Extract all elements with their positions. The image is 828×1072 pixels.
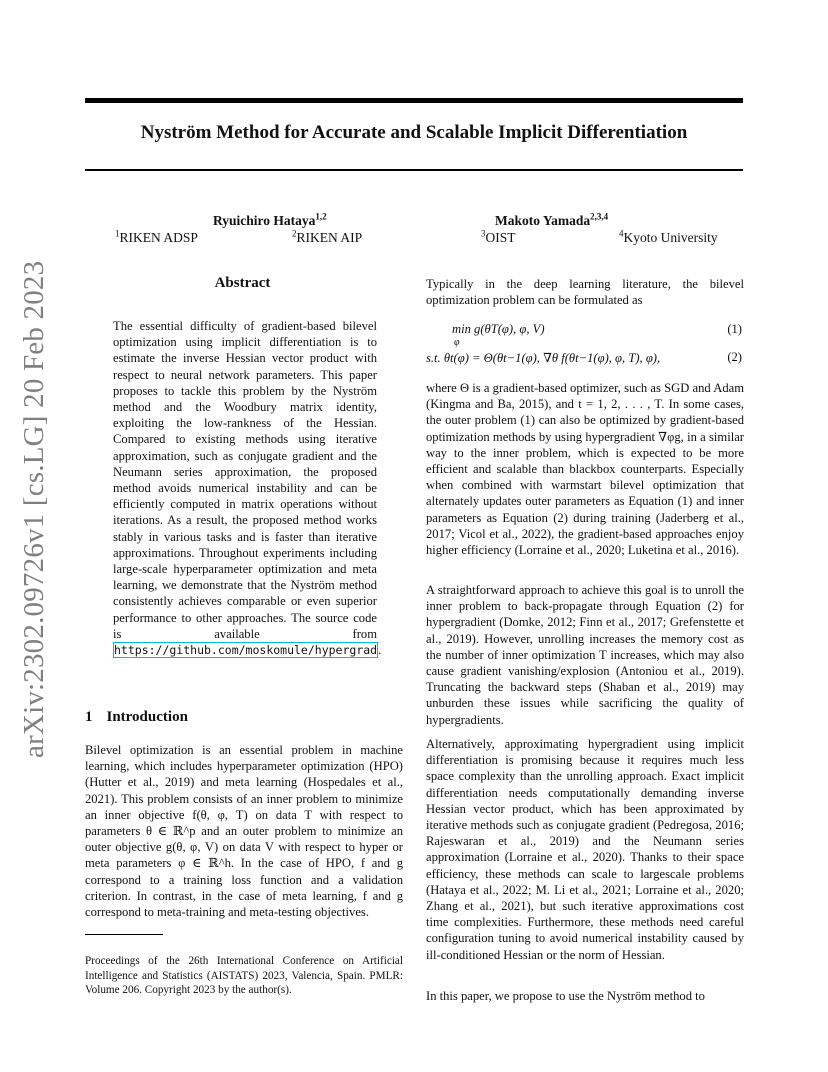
equation-1-body: min g(θT(φ), φ, V) bbox=[452, 322, 545, 336]
equation-1-number: (1) bbox=[727, 322, 742, 336]
source-code-link[interactable]: https://github.com/moskomule/hypergrad bbox=[114, 643, 378, 658]
section-title: Introduction bbox=[106, 709, 188, 725]
arxiv-identifier: arXiv:2302.09726v1 [cs.LG] 20 Feb 2023 bbox=[18, 260, 50, 758]
right-paragraph-5: In this paper, we propose to use the Nyström method to bbox=[426, 989, 705, 1003]
paper-title: Nyström Method for Accurate and Scalable Implicit Differentiation bbox=[140, 122, 688, 143]
footnote-rule bbox=[85, 934, 163, 935]
right-paragraph-4: Alternatively, approximating hypergradient using implicit differentiation is promising because it requires much less space complexity than the unrolling approach. Exact implicit differentiation needs computationally demanding inverse Hessian vector product, which has been approximated by iterative methods such as conjugate gradient (Pedregosa, 2016; Rajeswaran et al., 2019) and the Neumann series approximation (Lorraine et al., 2020). Thanks to their space efficiency, these methods can scale to largescale problems (Hataya et al., 2022; M. Li et al., 2021; Lorraine et al., 2020; Zhang et al., 2021), but such iterative approximations cost time complexities. Furthermore, these methods need careful configuration tuning to avoid numerical instability caused by ill-conditioned Hessian or the norm of Hessian. bbox=[426, 737, 744, 962]
author-2: Makoto Yamada$^{2,3,4}$ bbox=[495, 211, 609, 228]
section-number: 1 bbox=[85, 709, 93, 725]
equation-1-subscript: φ bbox=[454, 337, 460, 348]
title-bottom-rule bbox=[85, 169, 743, 171]
affiliation-1: $^1$RIKEN ADSP bbox=[115, 228, 198, 245]
abstract-end: . bbox=[378, 643, 382, 658]
abstract-body bbox=[113, 318, 382, 658]
introduction-paragraph: Bilevel optimization is an essential problem in machine learning, which includes hyperparameter optimization (HPO) (Hutter et al., 2019) and meta learning (Hospedales et al., 2021). This problem consists of an inner problem to minimize an inner objective f(θ, φ, T) on data T with respect to parameters θ ∈ ℝ^p and an outer problem to minimize an outer objective g(θ, φ, V) on data V with respect to hyper or meta parameters φ ∈ ℝ^h. In the case of HPO, f and g correspond to a training loss function and a validation criterion. In contrast, in the case of meta learning, f and g correspond to meta-training and meta-testing objectives. bbox=[85, 743, 403, 920]
right-paragraph-2: where Θ is a gradient-based optimizer, such as SGD and Adam (Kingma and Ba, 2015), and t = 1, 2, . . . , T. In some cases, the outer problem (1) can also be optimized by gradient-based optimization methods by using hypergradient ∇φg, in a similar way to the inner problem, which is expected to be more efficient and scalable than blackbox counterparts. Especially when combined with warmstart bilevel optimization that alternately updates outer parameters as Equation (1) and inner parameters as Equation (2) during training (Jaderberg et al., 2017; Vicol et al., 2022), the gradient-based approaches enjoy higher efficiency (Lorraine et al., 2020; Luketina et al., 2016). bbox=[426, 381, 744, 558]
equation-2-number: (2) bbox=[727, 350, 742, 364]
equation-2: s.t. θt(φ) = Θ(θt−1(φ), ∇θ f(θt−1(φ), φ, T), φ), bbox=[426, 351, 661, 365]
equation-1 bbox=[452, 322, 545, 348]
abstract-heading: Abstract bbox=[214, 275, 271, 291]
right-paragraph-1: Typically in the deep learning literature, the bilevel optimization problem can be formulated as bbox=[426, 277, 744, 308]
right-paragraph-3: A straightforward approach to achieve this goal is to unroll the inner problem to back-propagate through Equation (2) for hypergradient (Domke, 2012; Finn et al., 2017; Grefenstette et al., 2019). However, unrolling increases the memory cost as the number of inner optimization T increases, which may also cause gradient vanishing/explosion (Antoniou et al., 2019). Truncating the backward steps (Shaban et al., 2019) may unburden these issues while sacrificing the quality of hypergradients. bbox=[426, 583, 744, 727]
footnote-proceedings: Proceedings of the 26th International Conference on Artificial Intelligence and Statistics (AISTATS) 2023, Valencia, Spain. PMLR: Volume 206. Copyright 2023 by the author(s). bbox=[85, 955, 403, 996]
author-1: Ryuichiro Hataya$^{1,2}$ bbox=[213, 211, 327, 228]
affiliation-4: $^4$Kyoto University bbox=[619, 228, 718, 245]
affiliation-2: $^2$RIKEN AIP bbox=[292, 228, 363, 245]
affiliation-3: $^3$OIST bbox=[481, 228, 516, 245]
abstract-text: The essential difficulty of gradient-based bilevel optimization using implicit differentiation is to estimate the inverse Hessian vector product with respect to neural network parameters. This paper proposes to tackle this problem by the Nyström method and the Woodbury matrix identity, exploiting the low-rankness of the Hessian. Compared to existing methods using iterative approximation, such as conjugate gradient and the Neumann series approximation, the proposed method avoids numerical instability and can be efficiently computed in matrix operations without iterations. As a result, the proposed method works stably in various tasks and is faster than iterative approximations. Throughout experiments including large-scale hyperparameter optimization and meta learning, we demonstrate that the Nyström method consistently achieves comparable or even superior performance to other approaches. The source code is available from bbox=[113, 319, 377, 641]
section-heading-introduction bbox=[85, 709, 188, 726]
title-top-rule bbox=[85, 98, 743, 103]
